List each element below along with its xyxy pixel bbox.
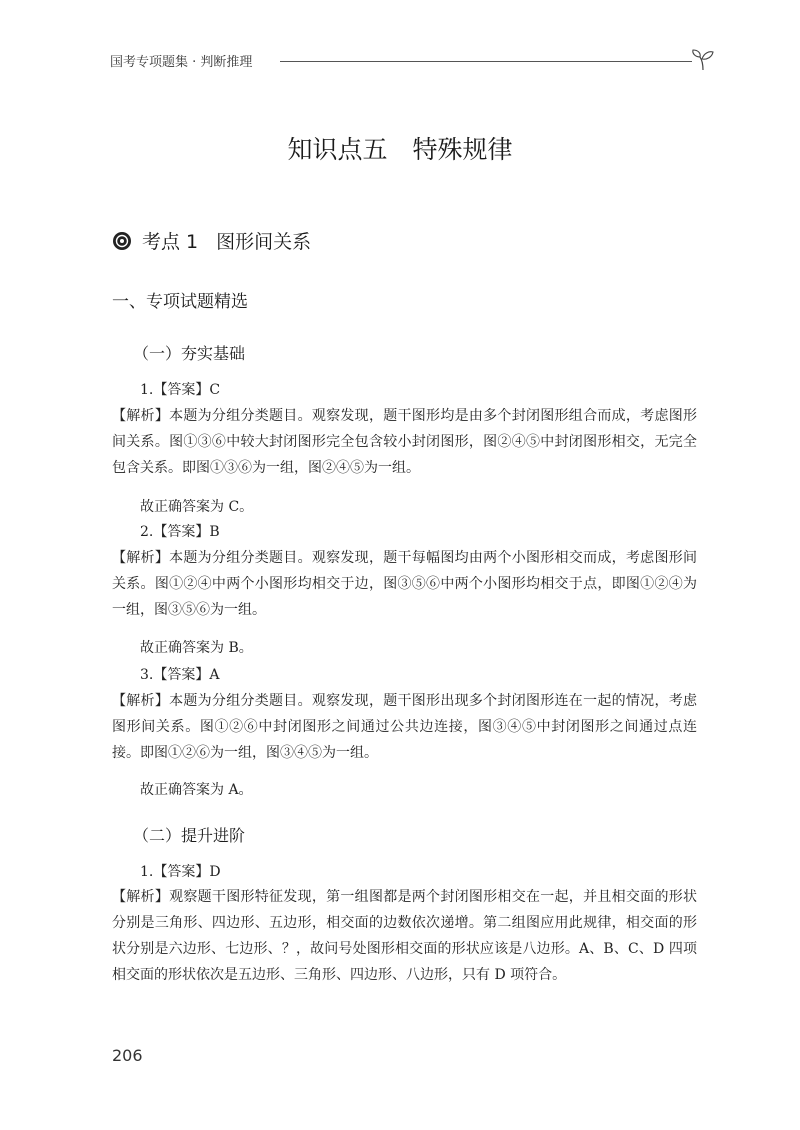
question-number: 2. [140,524,154,540]
answer-value: D [209,864,221,880]
running-header [110,48,710,74]
answer-line [140,664,219,684]
kaodian-title: 图形间关系 [216,231,312,253]
sprout-icon [690,48,716,72]
question-number: 1. [140,382,154,398]
section-heading: 一、专项试题精选 [112,292,248,312]
conclusion-line: 故正确答案为 B。 [140,640,253,656]
question-number: 1. [140,864,154,880]
header-title: 国考专项题集 · 判断推理 [110,55,253,70]
analysis-text: 本题为分组分类题目。观察发现，题干每幅图均由两个小图形相交而成，考虑图形间关系。图①②④中两个小图形均相交于边，图③⑤⑥中两个小图形均相交于点，即图①②④为一组，图③⑤⑥为一组。 [112,550,698,618]
conclusion-line: 故正确答案为 C。 [140,499,254,515]
analysis-tag: 【解析】 [112,408,170,424]
answer-line [140,379,220,399]
question-number: 3. [140,667,154,683]
page-number: 206 [112,1046,143,1065]
analysis-paragraph [112,688,697,766]
analysis-paragraph [112,403,697,481]
analysis-tag: 【解析】 [112,693,170,709]
answer-tag: 【答案】 [153,382,210,398]
answer-value: C [209,382,221,398]
analysis-text: 观察题干图形特征发现，第一组图都是两个封闭图形相交在一起，并且相交面的形状分别是三角形、四边形、五边形，相交面的边数依次递增。第二组图应用此规律，相交面的形状分别是六边形、七边形、？，故问号处图形相交面的形状应该是八边形。A、B、C、D 四项相交面的形状依次是五边形、三角形、四边形、八边形，只有 D 项符合。 [112,889,698,983]
analysis-paragraph [112,545,697,623]
analysis-tag: 【解析】 [112,550,170,566]
answer-value: A [209,667,220,683]
answer-line [140,521,220,541]
chapter-title: 知识点五 特殊规律 [287,135,513,164]
answer-tag: 【答案】 [153,667,210,683]
analysis-text: 本题为分组分类题目。观察发现，题干图形均是由多个封闭图形组合而成，考虑图形间关系。图①③⑥中较大封闭图形完全包含较小封闭图形，图②④⑤中封闭图形相交，无完全包含关系。即图①③⑥为一组，图②④⑤为一组。 [112,408,698,476]
answer-tag: 【答案】 [153,864,210,880]
conclusion-line: 故正确答案为 A。 [140,782,253,798]
kaodian-heading [112,227,311,254]
analysis-paragraph [112,884,697,988]
analysis-text: 本题为分组分类题目。观察发现，题干图形出现多个封闭图形连在一起的情况，考虑图形间关系。图①②⑥中封闭图形之间通过公共边连接，图③④⑤中封闭图形之间通过点连接。即图①②⑥为一组，图③④⑤为一组。 [112,693,698,761]
subsection-heading-basic: （一）夯实基础 [133,344,246,363]
answer-tag: 【答案】 [153,524,210,540]
answer-value: B [209,524,220,540]
header-rule [280,61,692,62]
target-bullet-icon [112,231,132,251]
answer-line [140,861,221,881]
analysis-tag: 【解析】 [112,889,170,905]
kaodian-label: 考点 1 [142,231,199,253]
subsection-heading-advanced: （二）提升进阶 [133,826,246,845]
